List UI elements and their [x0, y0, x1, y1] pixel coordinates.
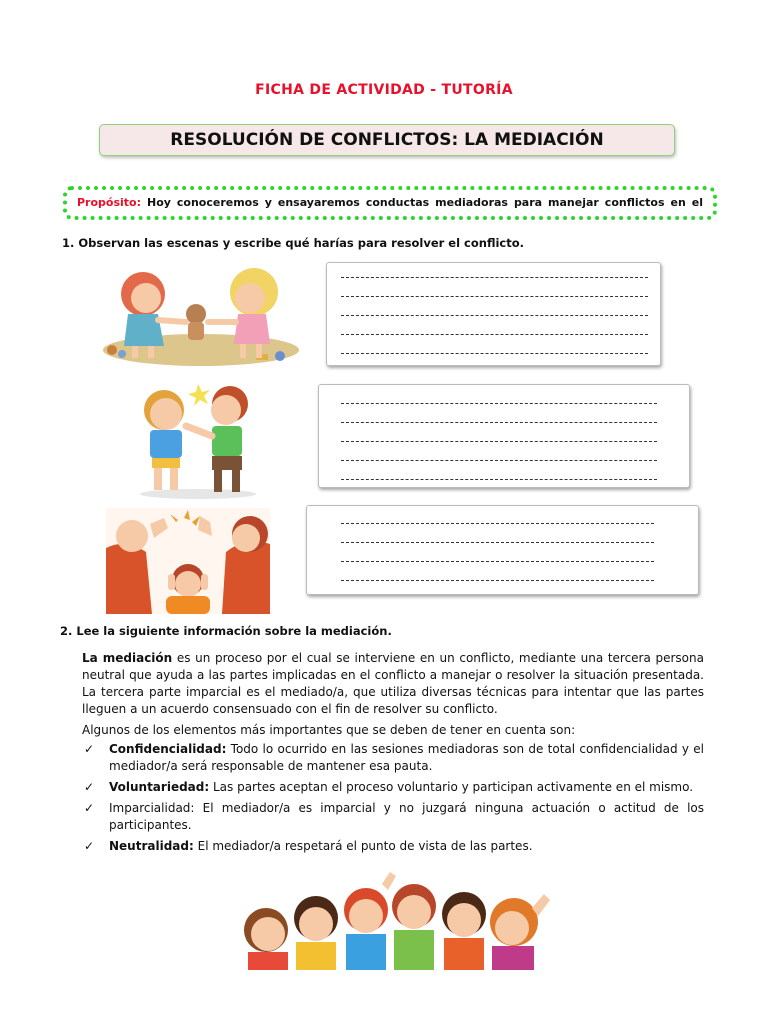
answer-line [341, 277, 648, 278]
answer-line [341, 580, 654, 581]
answer-line [341, 334, 648, 335]
subtitle-box [99, 124, 675, 156]
definition-term: La mediación [82, 651, 173, 665]
parents-arguing-child-covering-ears-icon [106, 508, 270, 614]
answer-line [341, 296, 648, 297]
elements-list [82, 741, 704, 855]
element-term: Confidencialidad: [109, 742, 227, 756]
answer-line [341, 523, 654, 524]
purpose-label: Propósito: [77, 196, 142, 209]
group-of-happy-children-icon [238, 872, 550, 970]
element-term: Voluntariedad: [109, 780, 210, 794]
checkmark-icon: ✓ [84, 801, 95, 815]
question-2: 2. Lee la siguiente información sobre la mediación. [60, 624, 392, 638]
answer-line [341, 561, 654, 562]
checkmark-icon: ✓ [84, 742, 95, 756]
answer-line [341, 422, 657, 423]
element-term: Neutralidad: [109, 839, 194, 853]
element-text: Las partes aceptan el proceso voluntario y participan activamente en el mismo. [212, 780, 694, 794]
answer-box-1[interactable] [326, 262, 661, 366]
list-item [82, 779, 704, 796]
answer-line [341, 460, 657, 461]
element-text: Todo lo ocurrido en las sesiones mediadoras son de total confidencialidad y el mediador/a será responsable de mantener esa pauta. [109, 742, 704, 773]
purpose-box [63, 186, 717, 220]
answer-line [341, 353, 648, 354]
checkmark-icon: ✓ [84, 780, 95, 794]
checkmark-icon: ✓ [84, 839, 95, 853]
element-text: Imparcialidad: El mediador/a es imparcial y no juzgará ninguna actuación o actitud de los participantes. [109, 801, 704, 832]
answer-box-2[interactable] [318, 384, 690, 488]
question-1: 1. Observan las escenas y escribe qué harías para resolver el conflicto. [62, 236, 525, 250]
definition-paragraph [82, 650, 704, 718]
answer-box-3[interactable] [306, 505, 699, 595]
mediation-info [82, 650, 704, 859]
elements-intro: Algunos de los elementos más importantes que se deben de tener en cuenta son: [82, 723, 576, 737]
definition-text: es un proceso por el cual se interviene en un conflicto, mediante una tercera persona neutral que ayuda a las partes implicadas en el conflicto a manejar o resolver la situación presentada. La tercera parte imparcial es el mediado/a, que utiliza diversas técnicas para intentar que las partes lleguen a un acuerdo consensuado con el fin de resolver su conflicto. [82, 651, 704, 716]
answer-line [341, 441, 657, 442]
children-fighting-over-toy-icon [98, 262, 304, 368]
list-item [82, 741, 704, 775]
boys-fighting-icon [134, 380, 262, 500]
answer-line [341, 479, 657, 480]
page-title: FICHA DE ACTIVIDAD - TUTORÍA [255, 82, 513, 98]
answer-line [341, 542, 654, 543]
purpose-text: Hoy conoceremos y ensayaremos conductas mediadoras para manejar conflictos en el [146, 196, 703, 209]
subtitle: RESOLUCIÓN DE CONFLICTOS: LA MEDIACIÓN [170, 130, 604, 150]
list-item [82, 838, 704, 855]
element-text: El mediador/a respetará el punto de vista de las partes. [197, 839, 533, 853]
answer-line [341, 403, 657, 404]
answer-line [341, 315, 648, 316]
list-item [82, 800, 704, 834]
